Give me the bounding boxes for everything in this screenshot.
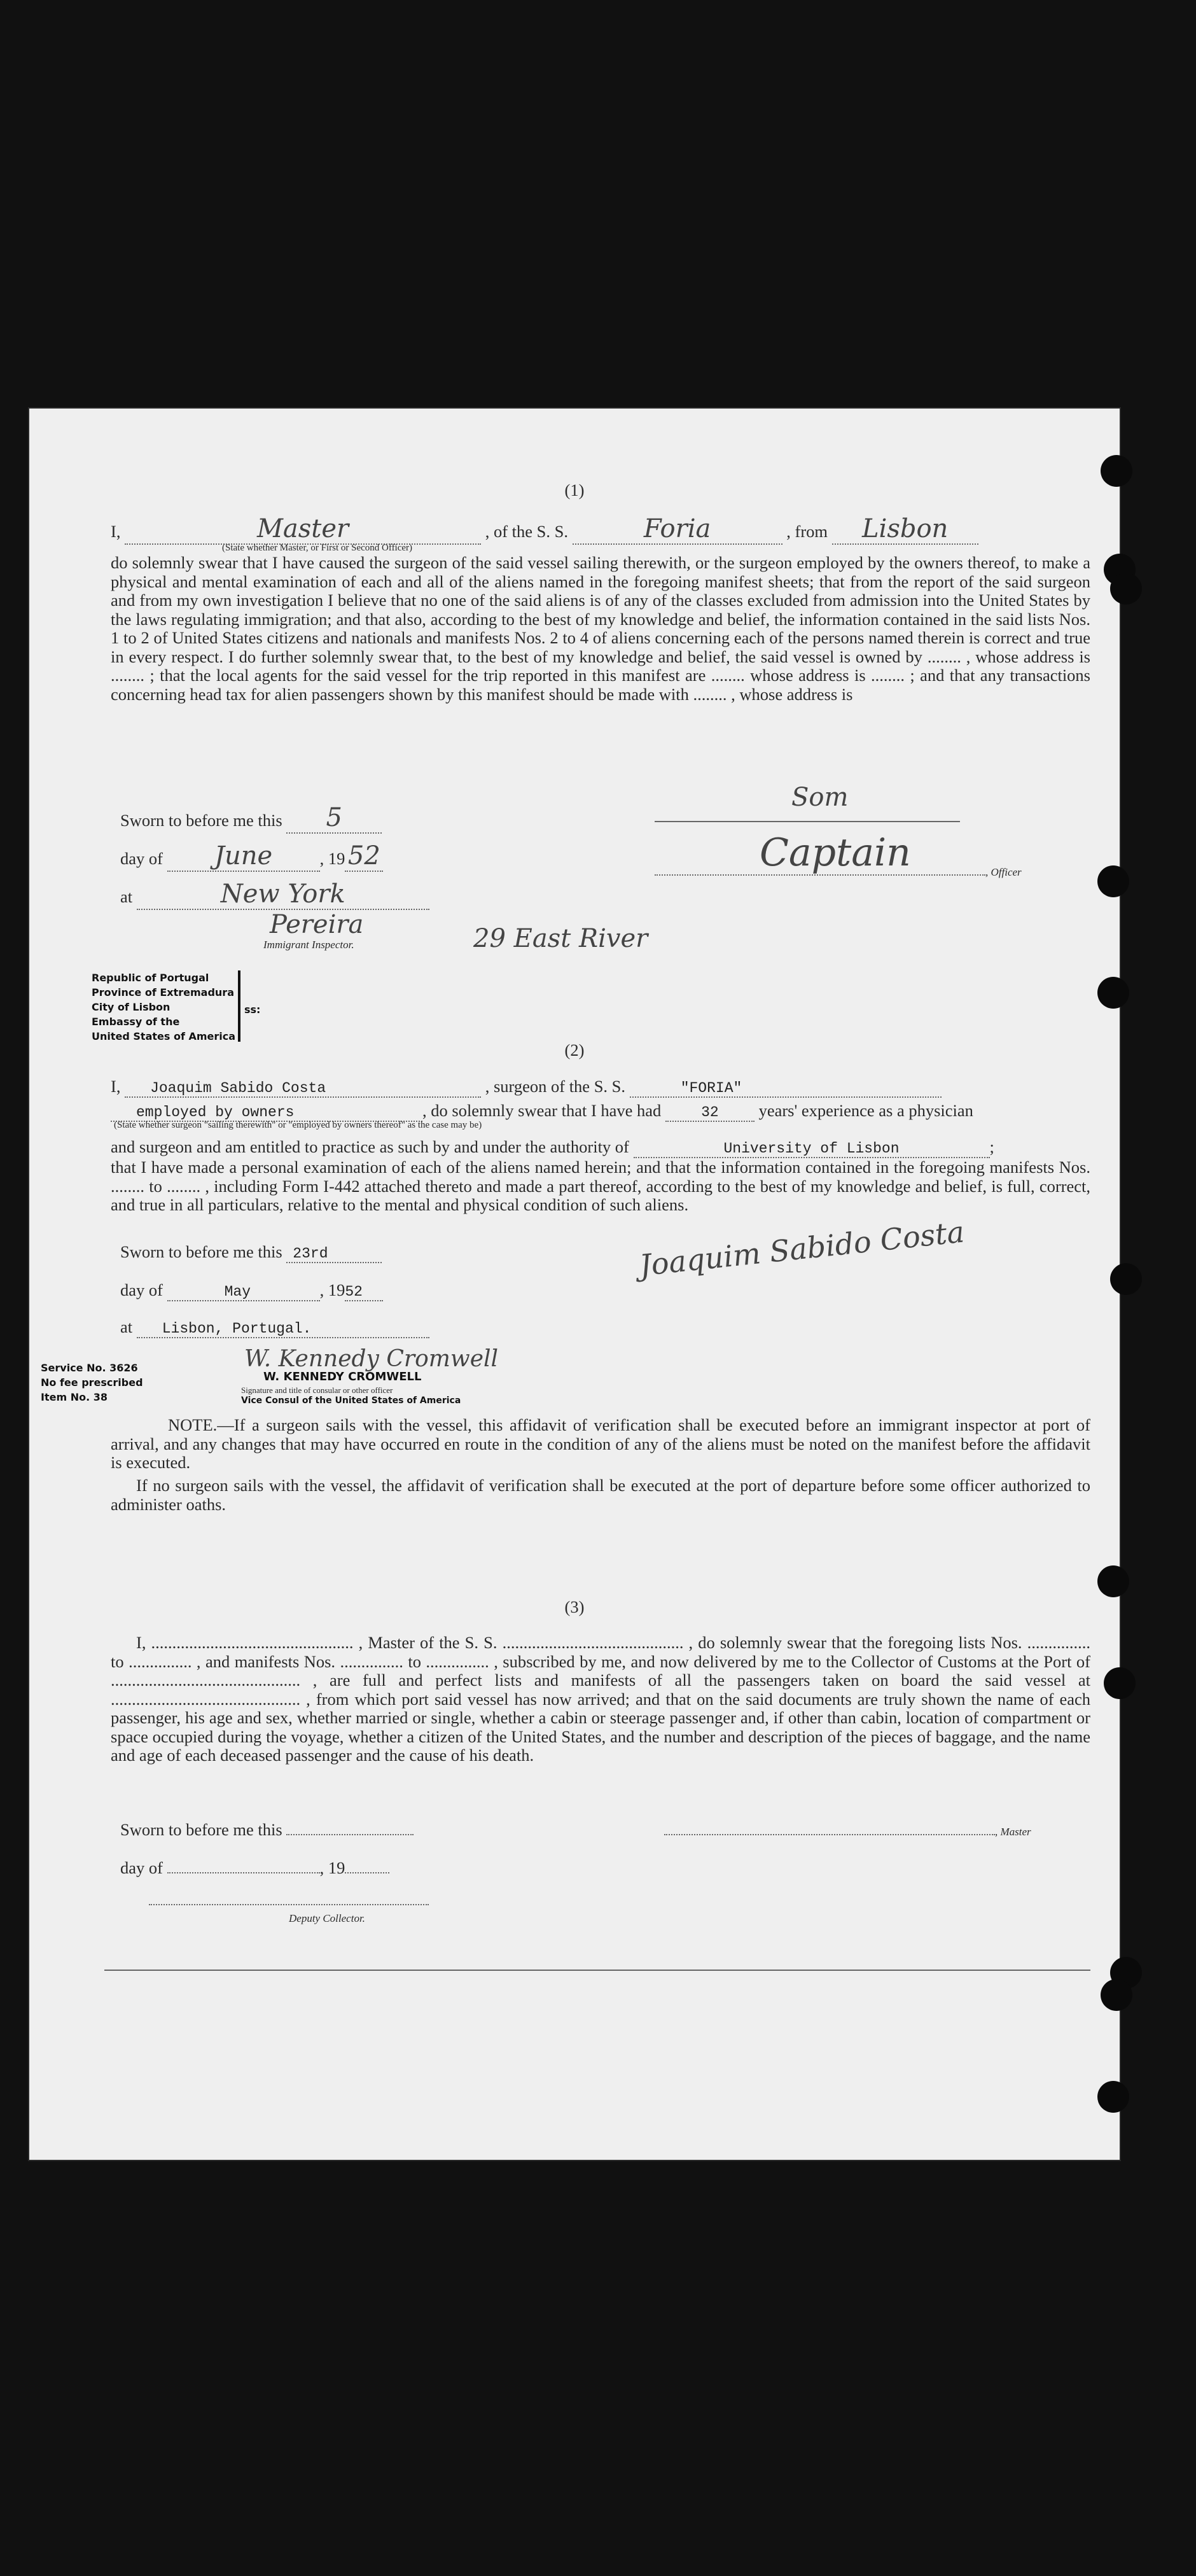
port-field <box>832 514 978 545</box>
s3-collector-field <box>149 1904 429 1905</box>
section-1-sworn <box>120 803 382 834</box>
s2-year-prefix: , 19 <box>319 1280 345 1299</box>
s3-month-field <box>167 1872 320 1873</box>
surgeon-signature: Joaquim Sabido Costa <box>637 1214 966 1283</box>
s3-sworn-field <box>286 1834 414 1835</box>
s2-month-field <box>167 1280 320 1301</box>
address-handwritten: 29 East River <box>473 924 648 953</box>
at-label: at <box>120 887 133 906</box>
punch-hole <box>1104 1667 1136 1699</box>
s3-year-field <box>345 1872 389 1873</box>
authority-value: University of Lisbon <box>723 1140 900 1157</box>
punch-hole <box>1101 1979 1132 2011</box>
officer-field <box>655 860 1022 880</box>
stamp-brace <box>238 970 240 1042</box>
month-handwritten: June <box>214 841 273 871</box>
employed-value: employed by owners <box>136 1104 295 1121</box>
section-2-sworn <box>120 1242 382 1263</box>
no-fee: No fee prescribed <box>41 1376 143 1389</box>
year-handwritten: 52 <box>347 841 380 871</box>
years-field <box>665 1101 754 1122</box>
officer-signature-top: Som <box>791 783 849 812</box>
s2-sworn-day: 23rd <box>293 1245 328 1262</box>
consul-caption: Signature and title of consular or other officer <box>241 1385 393 1395</box>
sworn-day-field <box>286 803 382 834</box>
role-caption: (State whether Master, or First or Second Officer) <box>222 543 413 553</box>
year-prefix: , 19 <box>319 849 345 868</box>
sworn-day-handwritten: 5 <box>326 803 342 832</box>
section-1-day-of <box>120 841 383 872</box>
section-3-sworn <box>120 1820 414 1840</box>
punch-hole <box>1097 865 1129 897</box>
s3-sworn-label: Sworn to before me this <box>120 1820 282 1839</box>
years-value: 32 <box>701 1104 719 1121</box>
section-3-number: (3) <box>564 1597 585 1616</box>
embassy-stamp <box>92 970 235 1044</box>
service-stamp <box>41 1361 143 1404</box>
surgeon-name-field <box>125 1077 481 1098</box>
s3-day-of-label: day of <box>120 1858 163 1877</box>
section-2-note: NOTE.—If a surgeon sails with the vessel, this affidavit of verification shall be executed before an immigrant inspector at port of arrival, and any changes that may have occurred en route in the condition of any of the aliens must be noted on the manifest before the affidavit is executed. <box>111 1415 1090 1472</box>
surgeon-of-ss-label: , surgeon of the S. S. <box>485 1077 626 1096</box>
stamp-ss: ss: <box>244 1004 261 1016</box>
section-2-number: (2) <box>564 1040 585 1060</box>
section-2-second-line <box>111 1101 973 1122</box>
stamp-line-1: Republic of Portugal <box>92 972 209 984</box>
section-2-at <box>120 1317 429 1338</box>
s3-master-label: , Master <box>995 1826 1031 1838</box>
vessel-handwritten: Foria <box>643 514 711 543</box>
inspector-caption: Immigrant Inspector. <box>263 939 354 951</box>
s2-place: Lisbon, Portugal. <box>162 1320 312 1337</box>
section-1-paragraph: do solemnly swear that I have caused the surgeon of the said vessel sailing therewith, or the surgeon employed by the owners thereof, to make a physical and mental examination of each and all of the aliens named in the foregoing manifest sheets; that from the report of the said surgeon and from my own investigation I believe that no one of the said aliens is of any of the classes excluded from admission into the United States by the laws regulating immigration; and that also, according to the best of my knowledge and belief, the information contained in the said lists Nos. 1 to 2 of United States citizens and nationals and manifests Nos. 2 to 4 of aliens concerning each of the persons named therein is correct and true in every respect. I do further solemnly swear that, to the best of my knowledge and belief, the said vessel is owned by ........ , whose address is ........ ; that the local agents for the said vessel for the trip reported in this manifest are ........ whose address is ........ ; and that any transactions concerning head tax for alien passengers shown by this manifest should be made with ........ , whose address is <box>111 553 1090 704</box>
s2-i-label: I, <box>111 1077 121 1096</box>
authority-field <box>634 1137 990 1158</box>
consul-signature: W. Kennedy Cromwell <box>244 1346 499 1372</box>
authority-text: and surgeon and am entitled to practice as such by and under the authority of <box>111 1137 629 1156</box>
stamp-line-3: City of Lisbon <box>92 1001 170 1013</box>
punch-hole <box>1110 1263 1142 1295</box>
item-no: Item No. 38 <box>41 1391 108 1403</box>
officer-line-top <box>655 821 960 822</box>
section-2-note-2: If no surgeon sails with the vessel, the affidavit of verification shall be executed at the port of departure before some officer authorized to administer oaths. <box>111 1476 1090 1514</box>
section-2-first-line <box>111 1077 942 1098</box>
officer-signature: Captain <box>760 830 911 875</box>
section-1-number: (1) <box>564 480 585 500</box>
stamp-line-2: Province of Extremadura <box>92 986 234 998</box>
swear-text: , do solemnly swear that I have had <box>422 1101 662 1120</box>
service-no: Service No. 3626 <box>41 1362 138 1374</box>
employed-caption: (State whether surgeon "sailing therewith" or "employed by owners thereof" as the case may be) <box>114 1120 482 1130</box>
punch-hole <box>1101 455 1132 487</box>
officer-dots <box>655 874 985 876</box>
consul-name: W. KENNEDY CROMWELL <box>263 1370 422 1383</box>
s2-sworn-label: Sworn to before me this <box>120 1242 282 1261</box>
master-handwritten: Master <box>256 514 349 543</box>
surgeon-name: Joaquim Sabido Costa <box>150 1080 326 1096</box>
employed-field <box>111 1101 422 1122</box>
officer-label: , Officer <box>985 866 1022 878</box>
inspector-signature: Pereira <box>270 910 364 939</box>
s2-month: May <box>224 1284 251 1300</box>
from-label: , from <box>786 522 828 541</box>
s2-vessel-field <box>630 1077 942 1098</box>
port-handwritten: Lisbon <box>861 514 949 543</box>
collector-caption: Deputy Collector. <box>289 1912 365 1924</box>
punch-hole <box>1110 573 1142 605</box>
s3-master-field <box>664 1834 995 1835</box>
section-2-authority-line: and surgeon and am entitled to practice as such by and under the authority of University of Lisbon ; <box>111 1137 994 1157</box>
section-3-collector <box>149 1890 429 1910</box>
s2-year: 52 <box>345 1284 363 1300</box>
i-label: I, <box>111 522 121 541</box>
year-field <box>345 841 383 872</box>
section-3-day-of <box>120 1858 389 1878</box>
place-handwritten: New York <box>220 879 345 909</box>
years-text: years' experience as a physician <box>758 1101 973 1120</box>
s2-year-field <box>345 1280 383 1301</box>
s2-at-label: at <box>120 1317 133 1336</box>
master-field <box>125 514 481 545</box>
bottom-rule <box>104 1970 1090 1971</box>
section-3-paragraph: I, ................................................ , Master of the S. S. ........................................... , do solemnly swear that the foregoing lists Nos. ............... to ............... , and manifests Nos. ............... to ............... , subscribed by me, and now delivered by me to the Collector of Customs at the Port of ............................................. , are full and perfect lists and manifests of all the passengers taken on board the said vessel at ............................................. , from which port said vessel has now arrived; and that on the said documents are truly shown the name of each passenger, his age and sex, whether married or single, whether a cabin or steerage passenger and, if other than cabin, location of compartment or space occupied during the voyage, whether a citizen of the United States, and the number and description of the pieces of baggage, and the name and age of each deceased passenger and the cause of his death. <box>111 1633 1090 1765</box>
of-ss-label: , of the S. S. <box>485 522 569 541</box>
sworn-label: Sworn to before me this <box>120 811 282 830</box>
day-of-label: day of <box>120 849 163 868</box>
punch-hole <box>1097 2081 1129 2113</box>
section-2-day-of <box>120 1280 383 1301</box>
vessel-field <box>573 514 782 545</box>
section-2-paragraph: that I have made a personal examination of each of the aliens named herein; and that the information contained in the foregoing manifests Nos. ........ to ........ , including Form I-442 attached thereto and made a part thereof, according to the best of my knowledge and belief, is full, correct, and true in all particulars, relative to the mental and physical condition of such aliens. <box>111 1158 1090 1214</box>
punch-hole <box>1097 977 1129 1009</box>
consul-title: Vice Consul of the United States of America <box>241 1396 461 1406</box>
s2-vessel-name: "FORIA" <box>680 1080 742 1096</box>
punch-hole <box>1097 1565 1129 1597</box>
s2-place-field <box>137 1317 429 1338</box>
manifest-affidavit-page <box>28 407 1121 2161</box>
month-field <box>167 841 320 872</box>
s2-day-of-label: day of <box>120 1280 163 1299</box>
s2-sworn-day-field <box>286 1242 382 1263</box>
section-3-master <box>664 1820 1031 1840</box>
section-1-at <box>120 879 429 910</box>
stamp-line-4: Embassy of the <box>92 1016 180 1028</box>
place-field <box>137 879 429 910</box>
stamp-line-5: United States of America <box>92 1030 236 1042</box>
s3-year-prefix: , 19 <box>319 1858 345 1877</box>
section-1-first-line <box>111 514 978 545</box>
